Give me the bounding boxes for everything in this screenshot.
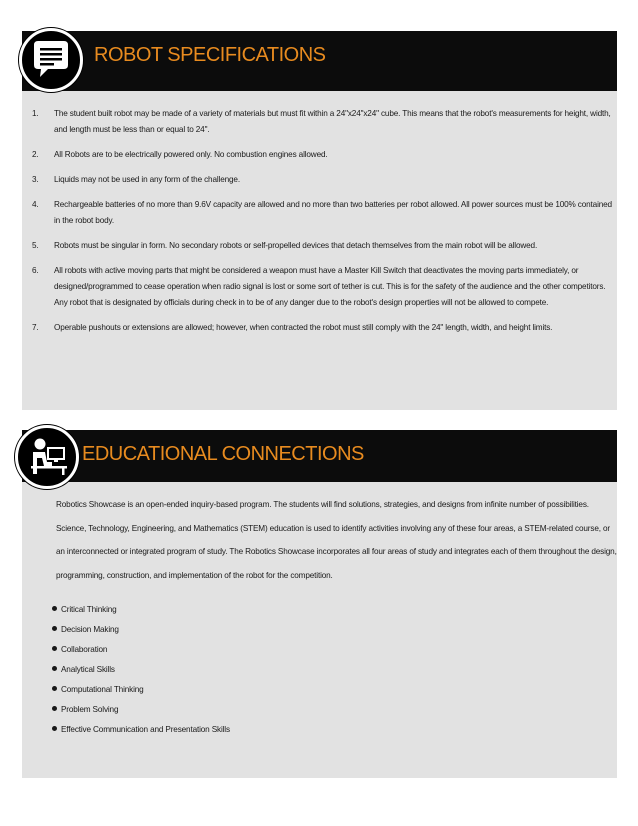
skill-label: Problem Solving — [61, 705, 119, 714]
item-number: 5. — [32, 241, 39, 250]
item-text: Rechargeable batteries of no more than 9.6V capacity are allowed and no more than two batteries per robot allowed. All power sources must be 100% contained in the robot body. — [54, 200, 612, 225]
bullet-icon — [52, 626, 57, 631]
bullet-icon — [52, 686, 57, 691]
skill-label: Effective Communication and Presentation Skills — [61, 725, 230, 734]
edu-title: EDUCATIONAL CONNECTIONS — [82, 443, 364, 465]
list-item — [52, 660, 230, 680]
list-item — [52, 640, 230, 660]
student-at-desk-icon — [15, 425, 79, 489]
item-text: Operable pushouts or extensions are allowed; however, when contracted the robot must still comply with the 24" length, width, and height limits. — [54, 323, 553, 332]
item-text: All Robots are to be electrically powered only. No combustion engines allowed. — [54, 150, 328, 159]
skill-label: Critical Thinking — [61, 605, 117, 614]
item-number: 4. — [32, 200, 39, 209]
robot-specs-list — [32, 106, 612, 345]
list-item — [52, 620, 230, 640]
list-item — [32, 238, 612, 254]
list-item — [32, 147, 612, 163]
item-number: 3. — [32, 175, 39, 184]
bullet-icon — [52, 606, 57, 611]
list-item — [52, 700, 230, 720]
skill-label: Computational Thinking — [61, 685, 144, 694]
item-number: 1. — [32, 109, 39, 118]
item-text: Liquids may not be used in any form of the challenge. — [54, 175, 240, 184]
speech-bubble-icon — [19, 28, 83, 92]
item-text: Robots must be singular in form. No secondary robots or self-propelled devices that detach themselves from the main robot will be allowed. — [54, 241, 538, 250]
bullet-icon — [52, 646, 57, 651]
item-text: All robots with active moving parts that might be considered a weapon must have a Master Kill Switch that deactivates the moving parts immediately, or designed/programmed to cease operation when radio signal is lost or some sort of tether is cut. This is for the safety of the audience and the other competitors. Any robot that is designated by officials during check in to be of any danger due to the robot's design properties will not be allowed to compete. — [54, 266, 606, 307]
list-item — [32, 172, 612, 188]
list-item — [32, 197, 612, 229]
bullet-icon — [52, 706, 57, 711]
item-number: 2. — [32, 150, 39, 159]
item-text: The student built robot may be made of a variety of materials but must fit within a 24"x24"x24" cube. This means that the robot's measurements for height, width, and length must be less than or equal to 24". — [54, 109, 611, 134]
skill-label: Analytical Skills — [61, 665, 115, 674]
skill-label: Decision Making — [61, 625, 119, 634]
item-number: 7. — [32, 323, 39, 332]
item-number: 6. — [32, 266, 39, 275]
list-item — [32, 106, 612, 138]
list-item — [52, 720, 230, 740]
bullet-icon — [52, 726, 57, 731]
edu-paragraph: Robotics Showcase is an open-ended inquiry-based program. The students will find solutions, strategies, and designs from infinite number of possibilities. Science, Technology, Engineering, and Mathematics (STEM) education is used to identify activities involving any of these four areas, a STEM-related course, or an interconnected or integrated program of study. The Robotics Showcase incorporates all four areas of study and integrates each of them throughout the design, programming, construction, and implementation of the robot for the competition. — [56, 500, 617, 580]
robot-specs-title: ROBOT SPECIFICATIONS — [94, 44, 326, 66]
list-item — [32, 263, 612, 311]
list-item — [32, 320, 612, 336]
skills-list — [52, 600, 230, 740]
list-item — [52, 680, 230, 700]
skill-label: Collaboration — [61, 645, 108, 654]
list-item — [52, 600, 230, 620]
bullet-icon — [52, 666, 57, 671]
